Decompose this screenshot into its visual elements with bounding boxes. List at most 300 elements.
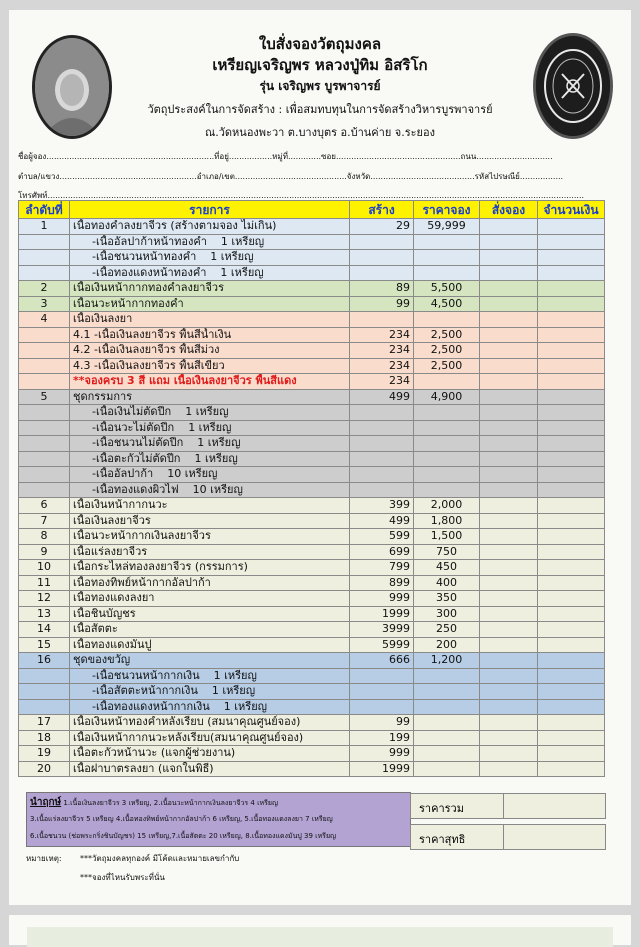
row-item-name: เนื้อทองแดงลงยา: [73, 591, 155, 605]
row-order-cell[interactable]: [480, 529, 538, 545]
row-order-cell[interactable]: [480, 606, 538, 622]
row-order-cell[interactable]: [480, 343, 538, 359]
row-order-cell[interactable]: [480, 296, 538, 312]
table-row: [19, 420, 605, 436]
row-item: [70, 343, 350, 359]
row-amount-cell[interactable]: [538, 684, 605, 700]
row-price: [414, 405, 480, 421]
row-qty: [350, 405, 414, 421]
row-item-name: เนื้อทองแดงมันปู: [73, 637, 152, 651]
table-row: [19, 343, 605, 359]
row-amount-cell[interactable]: [538, 653, 605, 669]
row-item-name: -เนื้อเงินไม่ตัดปีก: [92, 405, 172, 419]
row-item: [70, 451, 350, 467]
row-amount-cell[interactable]: [538, 451, 605, 467]
row-qty: 1999: [350, 606, 414, 622]
row-item-name: -เนื้อชนวนหน้าทองคำ: [92, 250, 197, 264]
col-header-no: ลำดับที่: [19, 201, 70, 219]
row-number: [19, 234, 70, 250]
row-amount-cell[interactable]: [538, 374, 605, 390]
row-item-unit: 1 เหรียญ: [185, 405, 229, 419]
total-price-label: ราคารวม: [419, 802, 464, 815]
row-qty: 29: [350, 219, 414, 235]
row-item-unit: 1 เหรียญ: [211, 684, 256, 698]
row-price: [414, 668, 480, 684]
row-item-unit: 1 เหรียญ: [213, 668, 257, 682]
row-number: [19, 405, 70, 421]
table-row: [19, 606, 605, 622]
series-name: รุ่น เจริญพร บูรพาจารย์: [259, 79, 381, 93]
row-order-cell[interactable]: [480, 451, 538, 467]
col-header-order: สั่งจอง: [480, 201, 538, 219]
row-number: [19, 250, 70, 266]
row-price: [414, 420, 480, 436]
row-qty: [350, 482, 414, 498]
row-qty: 499: [350, 389, 414, 405]
table-row: [19, 715, 605, 731]
row-amount-cell[interactable]: [538, 606, 605, 622]
row-item-unit: 1 เหรียญ: [210, 250, 254, 264]
table-row: [19, 389, 605, 405]
row-number: 1: [19, 219, 70, 235]
row-order-cell[interactable]: [480, 699, 538, 715]
notes-title: นำฤกษ์: [30, 797, 62, 808]
table-row: [19, 250, 605, 266]
order-table: [18, 200, 605, 777]
row-price: [414, 234, 480, 250]
row-number: [19, 265, 70, 281]
row-order-cell[interactable]: [480, 575, 538, 591]
coin-name: เหรียญเจริญพร หลวงปู่ทิม อิสริโก: [212, 56, 428, 74]
table-row: [19, 544, 605, 560]
row-price: 1,500: [414, 529, 480, 545]
row-qty: 666: [350, 653, 414, 669]
row-item: [70, 699, 350, 715]
row-item-name: 4.3 -เนื้อเงินลงยาจีวร พื้นสีเขียว: [73, 358, 225, 372]
row-item: [70, 234, 350, 250]
row-amount-cell[interactable]: [538, 560, 605, 576]
row-item: [70, 761, 350, 777]
row-amount-cell[interactable]: [538, 761, 605, 777]
row-price: [414, 374, 480, 390]
row-number: [19, 358, 70, 374]
row-item-name: เนื้อเงินหน้ากากนวะหลังเรียบ(สมนาคุณศูนย์จอง): [73, 730, 304, 744]
row-qty: 99: [350, 715, 414, 731]
row-item-name: -เนื้อชนวนหน้ากากเงิน: [92, 668, 200, 682]
row-item-name: เนื้อเงินลงยาจีวร: [73, 513, 151, 527]
total-price-divider: [503, 794, 504, 818]
row-qty: [350, 668, 414, 684]
row-price: 2,500: [414, 327, 480, 343]
row-number: [19, 374, 70, 390]
row-item-name: เนื้อชินบัญชร: [73, 606, 136, 620]
row-qty: [350, 451, 414, 467]
row-qty: [350, 436, 414, 452]
location-text: ณ.วัดหนองพะวา ต.บางบุตร อ.บ้านค่าย จ.ระยอง: [205, 126, 435, 139]
row-order-cell[interactable]: [480, 389, 538, 405]
row-item-name: -เนื้อทองแดงหน้ากากเงิน: [92, 699, 210, 713]
row-amount-cell[interactable]: [538, 622, 605, 638]
row-qty: 89: [350, 281, 414, 297]
table-row: [19, 637, 605, 653]
table-row: [19, 622, 605, 638]
row-amount-cell[interactable]: [538, 250, 605, 266]
row-item-name: ชุดกรรมการ: [73, 389, 133, 403]
table-row: [19, 327, 605, 343]
row-item-name: เนื้อเงินลงยา: [73, 312, 133, 326]
row-order-cell[interactable]: [480, 637, 538, 653]
row-item-unit: 1 เหรียญ: [220, 265, 264, 279]
row-order-cell[interactable]: [480, 405, 538, 421]
row-qty: 199: [350, 730, 414, 746]
row-number: [19, 451, 70, 467]
row-order-cell[interactable]: [480, 420, 538, 436]
row-item: [70, 498, 350, 514]
row-order-cell[interactable]: [480, 513, 538, 529]
page-title: ใบสั่งจองวัตถุมงคล: [258, 35, 382, 53]
row-item-name: เนื้อแร่ลงยาจีวร: [73, 544, 148, 558]
remark-line-1: ***วัตถุมงคลทุกองค์ มีโค้ดและหมายเลขกำกับ: [80, 854, 240, 863]
table-row: [19, 482, 605, 498]
table-row: [19, 451, 605, 467]
row-price: [414, 761, 480, 777]
row-item-name: เนื้อนวะหน้ากากทองคำ: [73, 296, 184, 310]
row-item: [70, 575, 350, 591]
row-price: 400: [414, 575, 480, 591]
row-price: [414, 250, 480, 266]
form-line-phone[interactable]: โทรศัพท์...................................................................................................................................................................................................................: [18, 191, 585, 200]
row-item: [70, 420, 350, 436]
row-item-name: **จองครบ 3 สี แถม เนื้อเงินลงยาจีวร พื้นสีแดง: [73, 374, 297, 388]
row-qty: [350, 265, 414, 281]
row-item-name: เนื้อกระไหล่ทองลงยาจีวร (กรรมการ): [73, 560, 248, 574]
net-price-field[interactable]: [410, 824, 606, 850]
row-order-cell[interactable]: [480, 482, 538, 498]
row-number: [19, 684, 70, 700]
row-number: 19: [19, 746, 70, 762]
row-qty: 999: [350, 746, 414, 762]
row-item: [70, 405, 350, 421]
row-qty: [350, 467, 414, 483]
row-number: 12: [19, 591, 70, 607]
row-item: [70, 358, 350, 374]
table-row: [19, 575, 605, 591]
row-amount-cell[interactable]: [538, 436, 605, 452]
col-header-item: รายการ: [70, 201, 350, 219]
row-item-name: เนื้อสัตตะ: [73, 622, 118, 636]
row-item: [70, 296, 350, 312]
row-item-name: เนื้อทองทิพย์หน้ากากอัลปาก้า: [73, 575, 211, 589]
row-item: [70, 715, 350, 731]
row-amount-cell[interactable]: [538, 343, 605, 359]
row-order-cell[interactable]: [480, 560, 538, 576]
row-order-cell[interactable]: [480, 761, 538, 777]
row-price: 2,500: [414, 343, 480, 359]
row-amount-cell[interactable]: [538, 482, 605, 498]
row-amount-cell[interactable]: [538, 715, 605, 731]
row-qty: 399: [350, 498, 414, 514]
row-qty: 234: [350, 374, 414, 390]
row-number: 3: [19, 296, 70, 312]
row-order-cell[interactable]: [480, 250, 538, 266]
row-number: [19, 668, 70, 684]
table-row: [19, 281, 605, 297]
row-item-unit: 1 เหรียญ: [194, 451, 238, 465]
row-order-cell[interactable]: [480, 544, 538, 560]
row-item: [70, 513, 350, 529]
row-item-name: -เนื้อทองแดงหน้าทองคำ: [92, 265, 207, 279]
net-price-divider: [503, 825, 504, 849]
row-number: 14: [19, 622, 70, 638]
row-amount-cell[interactable]: [538, 591, 605, 607]
table-row: [19, 529, 605, 545]
row-item: [70, 389, 350, 405]
row-amount-cell[interactable]: [538, 265, 605, 281]
table-row: [19, 374, 605, 390]
row-amount-cell[interactable]: [538, 467, 605, 483]
notes-line-3: 6.เนื้อชนวน (ช่อพระกริ่งชินบัญชร) 15 เหรียญ,7.เนื้อสัตตะ 20 เหรียญ, 8.เนื้อทองแดงมันปู 39 เหรียญ: [30, 832, 337, 840]
order-table-body: [19, 219, 605, 777]
row-amount-cell[interactable]: [538, 544, 605, 560]
row-price: [414, 715, 480, 731]
row-item: [70, 622, 350, 638]
row-qty: 99: [350, 296, 414, 312]
form-line-name-address[interactable]: ชื่อผู้จอง..................................................................ที่อยู่.................หมู่ที่.............ซอย.................................................ถนน..............................: [18, 152, 553, 161]
row-amount-cell[interactable]: [538, 699, 605, 715]
row-number: [19, 699, 70, 715]
row-price: 350: [414, 591, 480, 607]
row-price: 200: [414, 637, 480, 653]
row-qty: [350, 234, 414, 250]
row-price: [414, 482, 480, 498]
row-item: [70, 591, 350, 607]
row-qty: 899: [350, 575, 414, 591]
row-amount-cell[interactable]: [538, 281, 605, 297]
row-amount-cell[interactable]: [538, 389, 605, 405]
row-amount-cell[interactable]: [538, 219, 605, 235]
row-price: [414, 451, 480, 467]
table-row: [19, 358, 605, 374]
next-page: [9, 915, 631, 945]
row-item: [70, 219, 350, 235]
row-item: [70, 312, 350, 328]
row-order-cell[interactable]: [480, 591, 538, 607]
row-order-cell[interactable]: [480, 219, 538, 235]
row-price: [414, 699, 480, 715]
row-item: [70, 281, 350, 297]
row-number: 17: [19, 715, 70, 731]
row-item-name: เนื้อนวะหน้ากากเงินลงยาจีวร: [73, 529, 211, 543]
row-number: [19, 436, 70, 452]
row-amount-cell[interactable]: [538, 575, 605, 591]
table-row: [19, 296, 605, 312]
net-price-label: ราคาสุทธิ: [419, 833, 466, 846]
table-row: [19, 560, 605, 576]
table-row: [19, 405, 605, 421]
notes-box: [26, 792, 411, 847]
row-order-cell[interactable]: [480, 265, 538, 281]
row-number: 2: [19, 281, 70, 297]
row-order-cell[interactable]: [480, 467, 538, 483]
row-item: [70, 637, 350, 653]
row-price: 5,500: [414, 281, 480, 297]
total-price-field[interactable]: [410, 793, 606, 819]
row-number: [19, 327, 70, 343]
row-price: 2,000: [414, 498, 480, 514]
table-row: [19, 746, 605, 762]
table-row: [19, 498, 605, 514]
row-amount-cell[interactable]: [538, 234, 605, 250]
row-order-cell[interactable]: [480, 622, 538, 638]
row-price: 250: [414, 622, 480, 638]
row-item: [70, 606, 350, 622]
row-amount-cell[interactable]: [538, 312, 605, 328]
row-qty: 234: [350, 343, 414, 359]
row-item: [70, 467, 350, 483]
purpose-text: วัตถุประสงค์ในการจัดสร้าง : เพื่อสมทบทุนในการจัดสร้างวิหารบูรพาจารย์: [147, 103, 493, 116]
next-page-strip: [27, 927, 613, 947]
row-amount-cell[interactable]: [538, 358, 605, 374]
row-item-name: 4.2 -เนื้อเงินลงยาจีวร พื้นสีม่วง: [73, 343, 220, 357]
row-qty: 234: [350, 358, 414, 374]
row-order-cell[interactable]: [480, 327, 538, 343]
row-order-cell[interactable]: [480, 668, 538, 684]
row-item: [70, 544, 350, 560]
row-price: [414, 730, 480, 746]
row-item-unit: 1 เหรียญ: [197, 436, 241, 450]
row-order-cell[interactable]: [480, 730, 538, 746]
row-number: [19, 343, 70, 359]
row-order-cell[interactable]: [480, 312, 538, 328]
row-qty: [350, 684, 414, 700]
row-price: [414, 684, 480, 700]
table-row: [19, 312, 605, 328]
row-price: [414, 265, 480, 281]
row-number: 8: [19, 529, 70, 545]
row-amount-cell[interactable]: [538, 296, 605, 312]
col-header-qty: สร้าง: [350, 201, 414, 219]
table-row: [19, 730, 605, 746]
row-amount-cell[interactable]: [538, 668, 605, 684]
row-price: 300: [414, 606, 480, 622]
row-price: 1,800: [414, 513, 480, 529]
row-number: 9: [19, 544, 70, 560]
row-item: [70, 265, 350, 281]
row-order-cell[interactable]: [480, 281, 538, 297]
remark-line-2: ***จองที่ไหนรับพระที่นั่น: [80, 873, 165, 882]
row-order-cell[interactable]: [480, 746, 538, 762]
row-qty: 699: [350, 544, 414, 560]
row-item: [70, 684, 350, 700]
row-price: 450: [414, 560, 480, 576]
row-item: [70, 250, 350, 266]
row-qty: 3999: [350, 622, 414, 638]
table-row: [19, 467, 605, 483]
row-order-cell[interactable]: [480, 374, 538, 390]
form-line-district[interactable]: ตำบล/แขวง......................................................อำเภอ/เขต............................................จังหวัด.........................................รหัสไปรษณีย์.................: [18, 172, 564, 181]
row-order-cell[interactable]: [480, 358, 538, 374]
row-item-unit: 1 เหรียญ: [223, 699, 268, 713]
row-amount-cell[interactable]: [538, 513, 605, 529]
row-item-unit: 1 เหรียญ: [188, 420, 232, 434]
row-amount-cell[interactable]: [538, 327, 605, 343]
row-price: 4,900: [414, 389, 480, 405]
row-amount-cell[interactable]: [538, 498, 605, 514]
row-number: 18: [19, 730, 70, 746]
row-amount-cell[interactable]: [538, 420, 605, 436]
row-price: [414, 436, 480, 452]
row-number: 6: [19, 498, 70, 514]
row-item: [70, 730, 350, 746]
row-number: 20: [19, 761, 70, 777]
row-number: 5: [19, 389, 70, 405]
row-item-name: เนื้อเงินหน้ากากทองคำลงยาจีวร: [73, 281, 225, 295]
row-amount-cell[interactable]: [538, 730, 605, 746]
row-order-cell[interactable]: [480, 234, 538, 250]
table-row: [19, 234, 605, 250]
row-item: [70, 529, 350, 545]
row-price: [414, 467, 480, 483]
table-row: [19, 219, 605, 235]
row-qty: 5999: [350, 637, 414, 653]
table-row: [19, 265, 605, 281]
table-row: [19, 699, 605, 715]
row-amount-cell[interactable]: [538, 637, 605, 653]
row-qty: 234: [350, 327, 414, 343]
row-item-name: -เนื้อนวะไม่ตัดปีก: [92, 420, 175, 434]
row-amount-cell[interactable]: [538, 405, 605, 421]
table-row: [19, 513, 605, 529]
notes-line-1: 1.เนื้อเงินลงยาจีวร 3 เหรียญ, 2.เนื้อนวะหน้ากากเงินลงยาจีวร 4 เหรียญ: [63, 799, 278, 807]
row-order-cell[interactable]: [480, 684, 538, 700]
row-item-name: เนื้อเงินหน้าทองคำหลังเรียบ (สมนาคุณศูนย์จอง): [73, 715, 301, 729]
row-qty: 1999: [350, 761, 414, 777]
row-order-cell[interactable]: [480, 715, 538, 731]
row-item-name: -เนื้ออัลปาก้า: [92, 467, 154, 481]
row-item: [70, 653, 350, 669]
row-number: 16: [19, 653, 70, 669]
row-number: 7: [19, 513, 70, 529]
row-item-unit: 10 เหรียญ: [192, 482, 243, 496]
row-item: [70, 327, 350, 343]
row-number: 15: [19, 637, 70, 653]
row-item-name: -เนื้อทองแดงผิวไฟ: [92, 482, 179, 496]
row-item-name: เนื้อฝาบาตรลงยา (แจกในพิธี): [73, 761, 214, 775]
row-item-name: 4.1 -เนื้อเงินลงยาจีวร พื้นสีน้ำเงิน: [73, 327, 232, 341]
col-header-amount: จำนวนเงิน: [538, 201, 605, 219]
row-order-cell[interactable]: [480, 653, 538, 669]
row-price: [414, 312, 480, 328]
row-order-cell[interactable]: [480, 436, 538, 452]
table-row: [19, 436, 605, 452]
row-item: [70, 436, 350, 452]
row-item-name: ชุดของขวัญ: [73, 653, 131, 667]
row-qty: [350, 250, 414, 266]
table-row: [19, 653, 605, 669]
row-amount-cell[interactable]: [538, 529, 605, 545]
row-price: [414, 746, 480, 762]
table-row: [19, 591, 605, 607]
row-qty: 999: [350, 591, 414, 607]
row-qty: 499: [350, 513, 414, 529]
row-item-name: -เนื้ออัลปาก้าหน้าทองคำ: [92, 234, 207, 248]
row-number: 11: [19, 575, 70, 591]
row-amount-cell[interactable]: [538, 746, 605, 762]
row-number: [19, 482, 70, 498]
table-row: [19, 684, 605, 700]
notes-line-2: 3.เนื้อแร่ลงยาจีวร 5 เหรียญ 4.เนื้อทองทิพย์หน้ากากอัลปาก้า 6 เหรียญ, 5.เนื้อทองแดงลงยา 7 เหรียญ: [30, 815, 333, 823]
row-order-cell[interactable]: [480, 498, 538, 514]
